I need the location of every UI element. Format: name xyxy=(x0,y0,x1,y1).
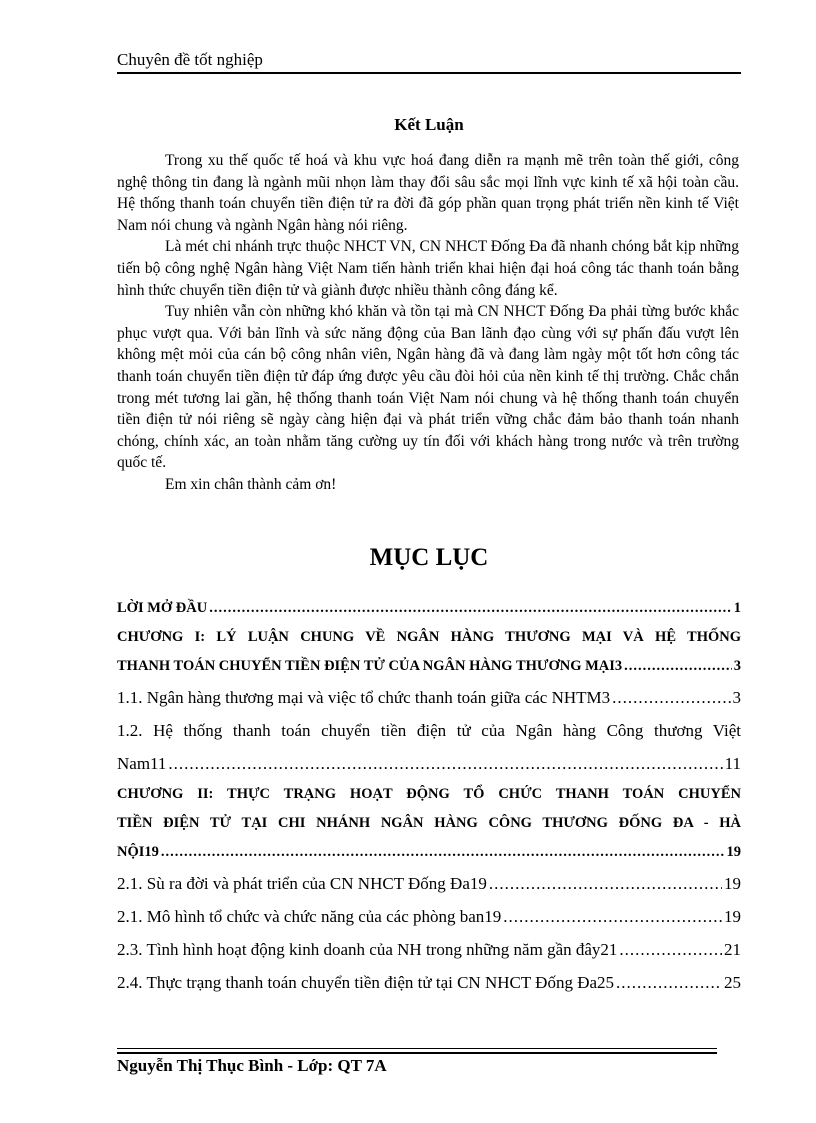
toc-entry-cont[interactable] xyxy=(117,652,741,681)
toc-entry-text: 1.1. Ngân hàng thương mại và việc tổ chức thanh toán giữa các NHTM3 xyxy=(117,688,611,707)
toc-entry-text: LỜI MỞ ĐẦU xyxy=(117,600,208,616)
toc-entry-text: 2.1. Mô hình tổ chức và chức năng của các phòng ban19 xyxy=(117,907,502,926)
toc-title: MỤC LỤC xyxy=(369,544,489,571)
page-header xyxy=(117,48,741,74)
toc-entry-page: 25 xyxy=(724,973,741,992)
conclusion-paragraph: Tuy nhiên vẫn còn những khó khăn và tồn tại mà CN NHCT Đống Đa phải từng bước khắc phục vượt qua. Với bản lĩnh và sức năng động của Ban lãnh đạo cùng với sự phấn đấu vượt lên không mệt mỏi của cán bộ công nhân viên, Ngân hàng đã và đang làm ngày một tốt hơn công tác thanh toán chuyển tiền điện tử đáp ứng được yêu cầu đòi hỏi của nền kinh tế thị trường. Chắc chắn trong mét tương lai gần, hệ thống thanh toán Việt Nam nói chung và hệ thống thanh toán chuyển tiền điện tử nói riêng sẽ ngày càng hiện đại và phát triển vững chắc đảm bảo thanh toán nhanh chóng, chính xác, an toàn nhằm tăng cường uy tín đối với khách hàng trong nước và trên trường quốc tế. xyxy=(117,303,739,472)
toc-entry-cont[interactable] xyxy=(117,747,741,780)
page-footer: Nguyễn Thị Thục Bình - Lớp: QT 7A xyxy=(117,1056,387,1075)
toc-entry-text: 2.3. Tình hình hoạt động kinh doanh của NH trong những năm gần đây21 xyxy=(117,940,618,959)
toc-entry-cont[interactable] xyxy=(117,809,741,838)
toc-entry-page: 19 xyxy=(726,844,741,860)
toc-entry[interactable] xyxy=(117,933,741,966)
toc-entry-page: 11 xyxy=(724,754,741,773)
toc-entry-cont[interactable] xyxy=(117,838,741,867)
table-of-contents xyxy=(117,594,741,999)
toc-entry[interactable] xyxy=(117,623,741,652)
toc-entry-page: 21 xyxy=(724,940,741,959)
toc-leader xyxy=(612,681,730,714)
toc-entry-text: Nam11 xyxy=(117,754,167,773)
toc-entry[interactable] xyxy=(117,681,741,714)
toc-leader xyxy=(161,838,725,867)
toc-entry-page: 1 xyxy=(733,600,741,616)
toc-leader xyxy=(616,966,722,999)
toc-entry[interactable] xyxy=(117,966,741,999)
toc-entry-text: TIỀN ĐIỆN TỬ TẠI CHI NHÁNH NGÂN HÀNG CÔNG THƯƠNG ĐỐNG ĐA - HÀ xyxy=(117,815,741,831)
toc-leader xyxy=(503,900,722,933)
footer-divider xyxy=(117,1048,717,1049)
conclusion-paragraph: Em xin chân thành cảm ơn! xyxy=(165,475,337,493)
header-title: Chuyên đề tốt nghiệp xyxy=(117,50,263,69)
toc-entry[interactable] xyxy=(117,594,741,623)
toc-entry-text: 1.2. Hệ thống thanh toán chuyển tiền điện tử của Ngân hàng Công thương Việt xyxy=(117,721,741,740)
toc-entry-text: 2.1. Sù ra đời và phát triển của CN NHCT Đống Đa19 xyxy=(117,874,487,893)
conclusion-paragraph: Là mét chi nhánh trực thuộc NHCT VN, CN NHCT Đống Đa đã nhanh chóng bắt kịp những tiến bộ công nghệ Ngân hàng Việt Nam tiến hành triển khai hiện đại hoá công tác thanh toán bằng hình thức chuyển tiền điện tử và giành được nhiều thành công đáng kể. xyxy=(117,238,739,299)
toc-leader xyxy=(624,652,732,681)
conclusion-title: Kết Luận xyxy=(394,115,464,134)
toc-entry[interactable] xyxy=(117,780,741,809)
toc-entry-text: NỘI19 xyxy=(117,844,159,860)
conclusion-body xyxy=(117,150,739,496)
toc-entry[interactable] xyxy=(117,867,741,900)
toc-entry-page: 19 xyxy=(724,874,741,893)
toc-entry-page: 3 xyxy=(733,658,741,674)
conclusion-paragraph: Trong xu thế quốc tế hoá và khu vực hoá đang diễn ra mạnh mẽ trên toàn thế giới, công nghệ thông tin đang là ngành mũi nhọn làm thay đổi sâu sắc mọi lĩnh vực kinh tế xã hội toàn cầu. Hệ thống thanh toán chuyển tiền điện tử ra đời đã góp phần quan trọng phát triển nền kinh tế Việt Nam nói chung và ngành Ngân hàng nói riêng. xyxy=(117,152,739,234)
toc-entry-text: THANH TOÁN CHUYỂN TIỀN ĐIỆN TỬ CỦA NGÂN HÀNG THƯƠNG MẠI3 xyxy=(117,658,623,674)
toc-entry[interactable] xyxy=(117,714,741,747)
toc-entry[interactable] xyxy=(117,900,741,933)
toc-leader xyxy=(489,867,722,900)
toc-entry-text: CHƯƠNG I: LÝ LUẬN CHUNG VỀ NGÂN HÀNG THƯƠNG MẠI VÀ HỆ THỐNG xyxy=(117,629,741,645)
toc-entry-text: CHƯƠNG II: THỰC TRẠNG HOẠT ĐỘNG TỔ CHỨC THANH TOÁN CHUYỂN xyxy=(117,786,741,802)
toc-entry-page: 19 xyxy=(724,907,741,926)
footer-divider xyxy=(117,1052,717,1054)
toc-leader xyxy=(168,747,722,780)
toc-entry-page: 3 xyxy=(732,688,741,707)
toc-entry-text: 2.4. Thực trạng thanh toán chuyển tiền điện tử tại CN NHCT Đống Đa25 xyxy=(117,973,615,992)
toc-leader xyxy=(619,933,722,966)
toc-leader xyxy=(209,594,732,623)
